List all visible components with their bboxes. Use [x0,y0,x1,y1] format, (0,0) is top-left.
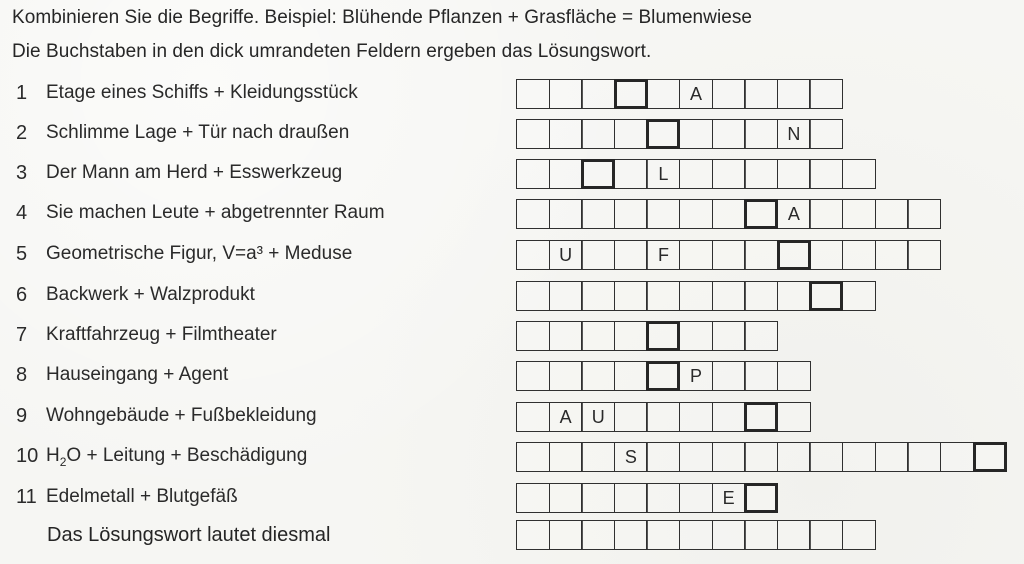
letter-cell[interactable] [614,240,648,270]
letter-cell[interactable]: P [679,361,713,391]
crossword-row [0,281,1024,311]
solution-word-cell[interactable] [809,520,843,550]
solution-cells [516,520,876,550]
solution-label: Das Lösungswort lautet diesmal [47,524,331,546]
crossword-row [0,483,1024,513]
crossword-row [0,321,1024,351]
letter-cell[interactable] [679,483,713,513]
letter-cell[interactable] [614,281,648,311]
letter-cell[interactable] [614,119,648,149]
letter-cell[interactable] [744,159,778,189]
letter-cell[interactable]: F [646,240,680,270]
solution-word-cell[interactable] [581,520,615,550]
row-clue [46,444,307,468]
letter-cell[interactable] [679,321,713,351]
row-clue: Etage eines Schiffs + Kleidungsstück [46,82,358,103]
letter-cell[interactable] [940,442,974,472]
row-number: 6 [16,284,28,306]
row-number: 3 [16,162,28,184]
letter-cell[interactable] [712,442,746,472]
letter-cell[interactable] [809,119,843,149]
letter-cell[interactable] [712,361,746,391]
letter-cell[interactable] [744,79,778,109]
letter-cell[interactable] [777,361,811,391]
letter-cell[interactable] [842,159,876,189]
letter-cell[interactable] [744,240,778,270]
letter-cell[interactable] [679,402,713,432]
letter-cell[interactable] [549,119,583,149]
letter-cell[interactable] [875,199,909,229]
letter-cell[interactable] [581,199,615,229]
letter-cell[interactable]: E [712,483,746,513]
answer-cells [516,240,941,270]
row-clue: Kraftfahrzeug + Filmtheater [46,324,277,345]
letter-cell[interactable] [679,240,713,270]
row-number: 10 [16,445,39,467]
letter-cell[interactable] [614,321,648,351]
letter-cell[interactable] [712,321,746,351]
solution-letter-cell[interactable] [744,402,778,432]
crossword-row [0,402,1024,432]
letter-cell[interactable] [777,79,811,109]
letter-cell[interactable] [581,321,615,351]
letter-cell[interactable] [809,79,843,109]
letter-cell[interactable] [842,240,876,270]
letter-cell[interactable] [614,483,648,513]
solution-word-cell[interactable] [777,520,811,550]
solution-word-cell[interactable] [646,520,680,550]
solution-word-cell[interactable] [516,520,550,550]
answer-cells [516,442,1007,472]
answer-cells [516,119,843,149]
letter-cell[interactable] [581,119,615,149]
row-number: 7 [16,324,28,346]
letter-cell[interactable] [907,199,941,229]
row-number: 2 [16,122,28,144]
row-number: 11 [16,486,37,508]
solution-letter-cell[interactable] [581,159,615,189]
letter-cell[interactable] [679,442,713,472]
answer-cells [516,402,811,432]
letter-cell[interactable] [907,442,941,472]
letter-cell[interactable] [777,281,811,311]
letter-cell[interactable] [646,402,680,432]
instruction-line-1: Kombinieren Sie die Begriffe. Beispiel: Blühende Pflanzen + Grasfläche = Blumenwiese [12,7,753,28]
letter-cell[interactable] [516,199,550,229]
letter-cell[interactable] [646,199,680,229]
solution-letter-cell[interactable] [973,442,1007,472]
answer-cells [516,281,876,311]
row-clue: Der Mann am Herd + Esswerkzeug [46,162,343,183]
letter-cell[interactable] [516,442,550,472]
letter-cell[interactable] [842,281,876,311]
letter-cell[interactable] [646,442,680,472]
letter-cell[interactable]: S [614,442,648,472]
row-number: 8 [16,364,28,386]
letter-cell[interactable] [777,159,811,189]
letter-cell[interactable] [809,240,843,270]
answer-cells [516,321,778,351]
crossword-row [0,240,1024,270]
row-number: 4 [16,202,28,224]
clue-subscript: 2 [59,454,67,469]
letter-cell[interactable] [646,483,680,513]
letter-cell[interactable] [516,361,550,391]
letter-cell[interactable] [712,199,746,229]
row-clue: Backwerk + Walzprodukt [46,284,255,305]
letter-cell[interactable] [614,159,648,189]
row-clue: Wohngebäude + Fußbekleidung [46,405,317,426]
solution-word-cell[interactable] [614,520,648,550]
letter-cell[interactable] [679,119,713,149]
solution-letter-cell[interactable] [646,321,680,351]
letter-cell[interactable] [679,281,713,311]
letter-cell[interactable] [875,442,909,472]
row-number: 1 [16,82,28,104]
solution-letter-cell[interactable] [614,79,648,109]
letter-cell[interactable] [712,159,746,189]
letter-cell[interactable] [516,281,550,311]
letter-cell[interactable] [679,159,713,189]
letter-cell[interactable] [712,79,746,109]
letter-cell[interactable] [549,199,583,229]
letter-cell[interactable] [581,361,615,391]
letter-cell[interactable] [516,402,550,432]
clue-suffix: O + Leitung + Beschädigung [66,445,308,466]
solution-letter-cell[interactable] [744,199,778,229]
letter-cell[interactable] [516,79,550,109]
row-clue: Schlimme Lage + Tür nach draußen [46,122,350,143]
letter-cell[interactable] [842,442,876,472]
solution-word-cell[interactable] [842,520,876,550]
crossword-row [0,119,1024,149]
solution-word-cell[interactable] [549,520,583,550]
clue-prefix: H [46,445,60,466]
letter-cell[interactable] [581,442,615,472]
letter-cell[interactable]: N [777,119,811,149]
answer-cells [516,483,778,513]
row-clue: Sie machen Leute + abgetrennter Raum [46,202,385,223]
letter-cell[interactable] [549,281,583,311]
letter-cell[interactable] [712,119,746,149]
crossword-row [0,442,1024,472]
row-number: 9 [16,405,28,427]
letter-cell[interactable]: L [646,159,680,189]
solution-letter-cell[interactable] [646,119,680,149]
letter-cell[interactable] [614,199,648,229]
letter-cell[interactable] [581,79,615,109]
letter-cell[interactable] [614,402,648,432]
letter-cell[interactable] [614,361,648,391]
letter-cell[interactable] [679,199,713,229]
letter-cell[interactable] [581,281,615,311]
crossword-row [0,199,1024,229]
letter-cell[interactable]: A [777,199,811,229]
letter-cell[interactable] [907,240,941,270]
solution-letter-cell[interactable] [809,281,843,311]
crossword-row [0,79,1024,109]
crossword-row [0,159,1024,189]
instruction-line-2: Die Buchstaben in den dick umrandeten Feldern ergeben das Lösungswort. [12,41,652,62]
letter-cell[interactable] [809,442,843,472]
letter-cell[interactable] [712,281,746,311]
letter-cell[interactable]: U [549,240,583,270]
letter-cell[interactable] [516,483,550,513]
letter-cell[interactable] [646,281,680,311]
letter-cell[interactable] [581,240,615,270]
answer-cells [516,159,876,189]
solution-row [0,520,1024,550]
letter-cell[interactable] [549,361,583,391]
letter-cell[interactable] [516,240,550,270]
letter-cell[interactable] [744,361,778,391]
letter-cell[interactable] [646,79,680,109]
letter-cell[interactable] [744,321,778,351]
answer-cells [516,199,941,229]
solution-word-cell[interactable] [712,520,746,550]
letter-cell[interactable]: A [679,79,713,109]
solution-letter-cell[interactable] [777,240,811,270]
letter-cell[interactable]: U [581,402,615,432]
row-clue: Edelmetall + Blutgefäß [46,486,238,507]
letter-cell[interactable]: A [549,402,583,432]
answer-cells [516,361,811,391]
solution-word-cell[interactable] [744,520,778,550]
letter-cell[interactable] [516,321,550,351]
letter-cell[interactable] [875,240,909,270]
solution-letter-cell[interactable] [646,361,680,391]
letter-cell[interactable] [549,79,583,109]
letter-cell[interactable] [809,159,843,189]
letter-cell[interactable] [744,281,778,311]
letter-cell[interactable] [777,442,811,472]
row-number: 5 [16,243,28,265]
letter-cell[interactable] [581,483,615,513]
letter-cell[interactable] [842,199,876,229]
letter-cell[interactable] [712,240,746,270]
letter-cell[interactable] [549,483,583,513]
row-clue: Geometrische Figur, V=a³ + Meduse [46,243,353,264]
letter-cell[interactable] [549,159,583,189]
letter-cell[interactable] [549,321,583,351]
letter-cell[interactable] [777,402,811,432]
row-clue: Hauseingang + Agent [46,364,229,385]
crossword-row [0,361,1024,391]
letter-cell[interactable] [549,442,583,472]
solution-word-cell[interactable] [679,520,713,550]
letter-cell[interactable] [744,442,778,472]
answer-cells [516,79,843,109]
letter-cell[interactable] [516,159,550,189]
letter-cell[interactable] [712,402,746,432]
letter-cell[interactable] [744,119,778,149]
letter-cell[interactable] [809,199,843,229]
solution-letter-cell[interactable] [744,483,778,513]
letter-cell[interactable] [516,119,550,149]
